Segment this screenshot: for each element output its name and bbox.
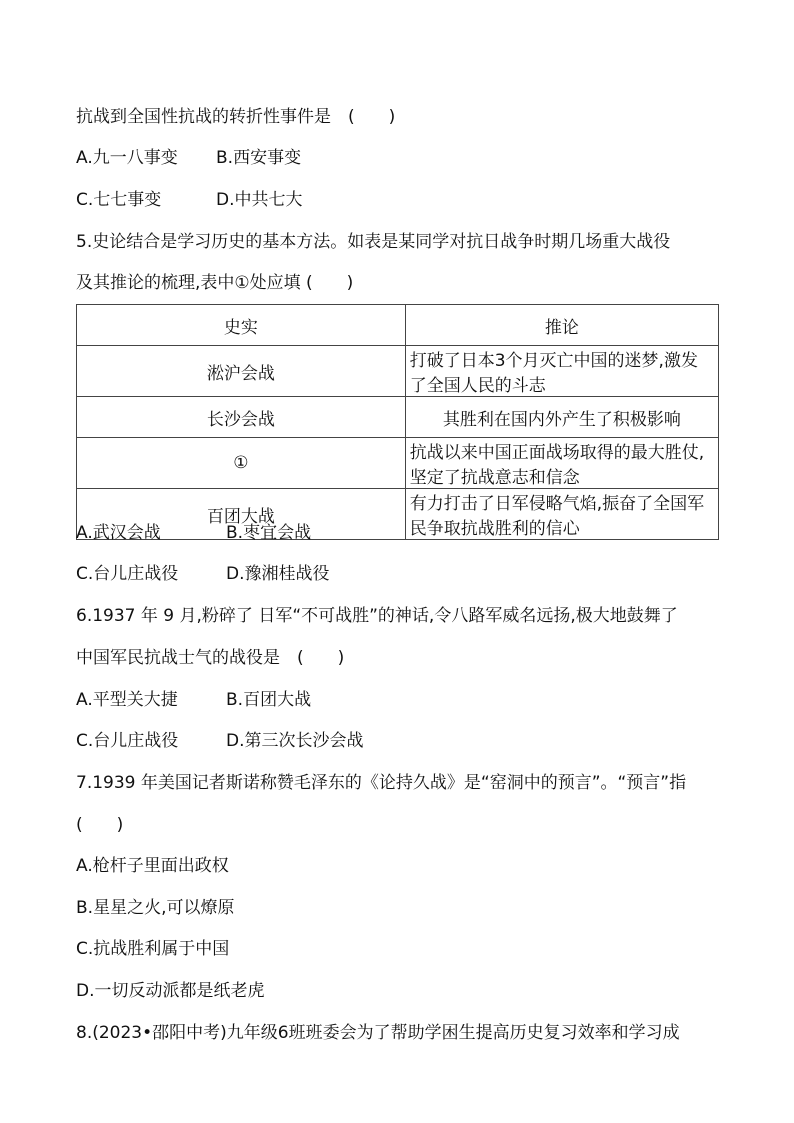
q6-stem-line-2: 中国军民抗战士气的战役是 ( ): [76, 648, 345, 668]
q5-option-d: D.豫湘桂战役: [226, 564, 330, 584]
q5-options-row-2: [76, 562, 726, 586]
q5-option-c: C.台儿庄战役: [76, 564, 179, 584]
table-cell-inference: 有力打击了日军侵略气焰,振奋了全国军民争取抗战胜利的信心: [405, 489, 718, 540]
q7-option-b: B.星星之火,可以燎原: [76, 898, 235, 918]
q4-option-d: D.中共七大: [216, 190, 303, 210]
table-header-inference: 推论: [405, 305, 718, 346]
q5-option-a: A.武汉会战: [76, 523, 161, 543]
q6-option-a: A.平型关大捷: [76, 690, 178, 710]
q7-stem-line-2: ( ): [76, 815, 124, 835]
table-header-facts: 史实: [77, 305, 406, 346]
q5-stem-line-2: 及其推论的梳理,表中①处应填 ( ): [76, 273, 354, 293]
q7-option-d: D.一切反动派都是纸老虎: [76, 981, 265, 1001]
q5-options-row-1: [76, 521, 726, 545]
table-cell-fact: 长沙会战: [77, 397, 406, 438]
q5-option-b: B.枣宜会战: [226, 523, 312, 543]
q7-option-c: C.抗战胜利属于中国: [76, 939, 230, 959]
q4-option-a: A.九一八事变: [76, 148, 178, 168]
table-cell-fact: 淞沪会战: [77, 346, 406, 397]
table-cell-fact: ①: [77, 438, 406, 489]
q5-stem-line-1: 5.史论结合是学习历史的基本方法。如表是某同学对抗日战争时期几场重大战役: [76, 232, 671, 252]
q4-stem: 抗战到全国性抗战的转折性事件是 ( ): [76, 107, 396, 127]
q6-option-d: D.第三次长沙会战: [226, 731, 364, 751]
table-header-row: [77, 305, 719, 346]
table-cell-inference: 抗战以来中国正面战场取得的最大胜仗,坚定了抗战意志和信念: [405, 438, 718, 489]
q6-option-b: B.百团大战: [226, 690, 312, 710]
q4-options-row-2: [76, 188, 726, 212]
table-row: [77, 438, 719, 489]
table-cell-inference: 打破了日本3个月灭亡中国的迷梦,激发了全国人民的斗志: [405, 346, 718, 397]
q6-options-row-2: [76, 729, 726, 753]
q4-options-row-1: [76, 146, 726, 170]
table-row: [77, 397, 719, 438]
table-cell-fact: 百团大战: [77, 489, 406, 540]
q4-option-b: B.西安事变: [216, 148, 302, 168]
table-cell-inference: 其胜利在国内外产生了积极影响: [405, 397, 718, 438]
q6-stem-line-1: 6.1937 年 9 月,粉碎了 日军“不可战胜”的神话,令八路军威名远扬,极大地鼓舞了: [76, 606, 678, 626]
q6-options-row-1: [76, 688, 726, 712]
q8-stem-line-1: 8.(2023•邵阳中考)九年级6班班委会为了帮助学困生提高历史复习效率和学习成: [76, 1023, 680, 1043]
q7-option-a: A.枪杆子里面出政权: [76, 856, 229, 876]
table-row: [77, 346, 719, 397]
q5-table: [76, 304, 719, 540]
q6-option-c: C.台儿庄战役: [76, 731, 179, 751]
q4-option-c: C.七七事变: [76, 190, 162, 210]
q7-stem-line-1: 7.1939 年美国记者斯诺称赞毛泽东的《论持久战》是“窑洞中的预言”。“预言”指: [76, 773, 687, 793]
